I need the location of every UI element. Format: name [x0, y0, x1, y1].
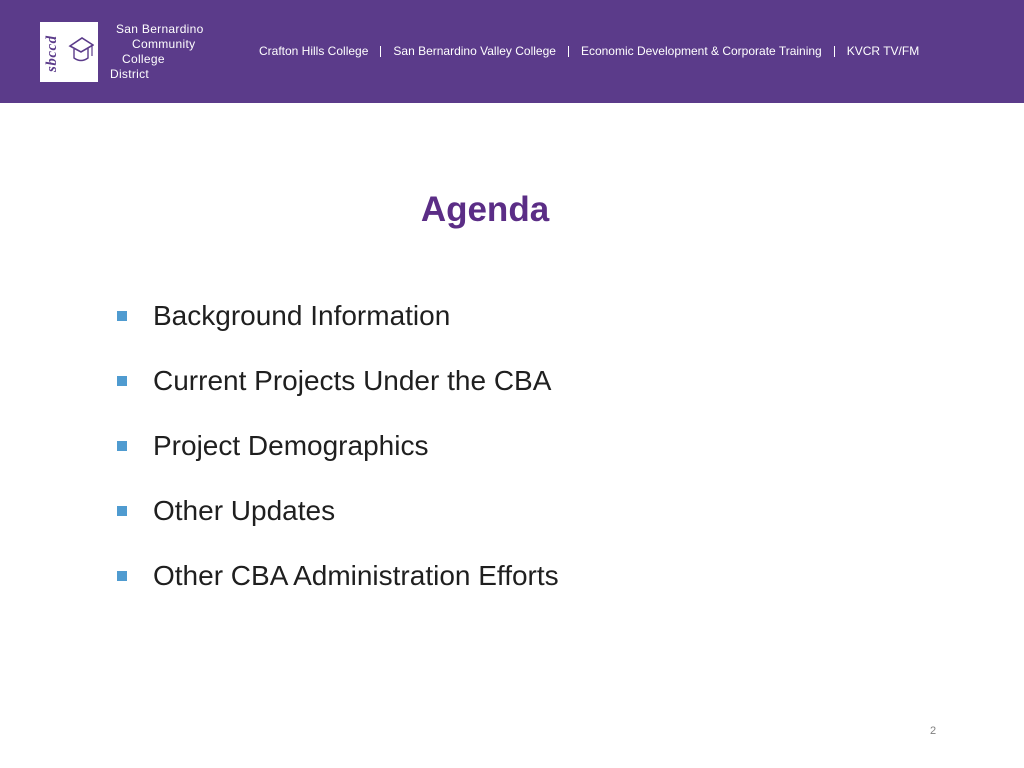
logo-line-1: San Bernardino [116, 22, 204, 36]
nav-separator [834, 46, 835, 57]
nav-link-economic-development[interactable]: Economic Development & Corporate Training [580, 44, 822, 58]
logo-mark-icon [40, 22, 98, 82]
logo-line-2: Community [132, 37, 196, 51]
agenda-item [117, 283, 559, 348]
agenda-item-label: Project Demographics [153, 429, 429, 461]
square-bullet-icon [117, 506, 127, 516]
slide-title: Agenda [420, 190, 550, 229]
square-bullet-icon [117, 441, 127, 451]
agenda-item-label: Background Information [153, 299, 451, 331]
square-bullet-icon [117, 311, 127, 321]
nav-link-kvcr[interactable]: KVCR TV/FM [846, 44, 920, 58]
logo-line-4: District [110, 67, 150, 81]
header-bar [0, 0, 1024, 103]
district-logo[interactable] [40, 22, 240, 84]
agenda-item-label: Other CBA Administration Efforts [153, 559, 559, 591]
logo-initials: sbccd [44, 35, 60, 72]
agenda-item [117, 543, 559, 608]
square-bullet-icon [117, 571, 127, 581]
graduation-cap-icon [68, 32, 94, 72]
logo-line-3: College [122, 52, 165, 66]
square-bullet-icon [117, 376, 127, 386]
agenda-item [117, 348, 559, 413]
agenda-list [117, 283, 559, 608]
logo-wordmark [110, 22, 204, 82]
nav-link-sbvc[interactable]: San Bernardino Valley College [393, 44, 556, 58]
college-links-nav [259, 44, 919, 58]
nav-separator [380, 46, 381, 57]
nav-separator [568, 46, 569, 57]
agenda-item-label: Other Updates [153, 494, 336, 526]
page-number: 2 [930, 725, 937, 737]
agenda-item [117, 478, 559, 543]
agenda-item-label: Current Projects Under the CBA [153, 364, 552, 396]
agenda-item [117, 413, 559, 478]
nav-link-crafton-hills[interactable]: Crafton Hills College [259, 44, 369, 58]
